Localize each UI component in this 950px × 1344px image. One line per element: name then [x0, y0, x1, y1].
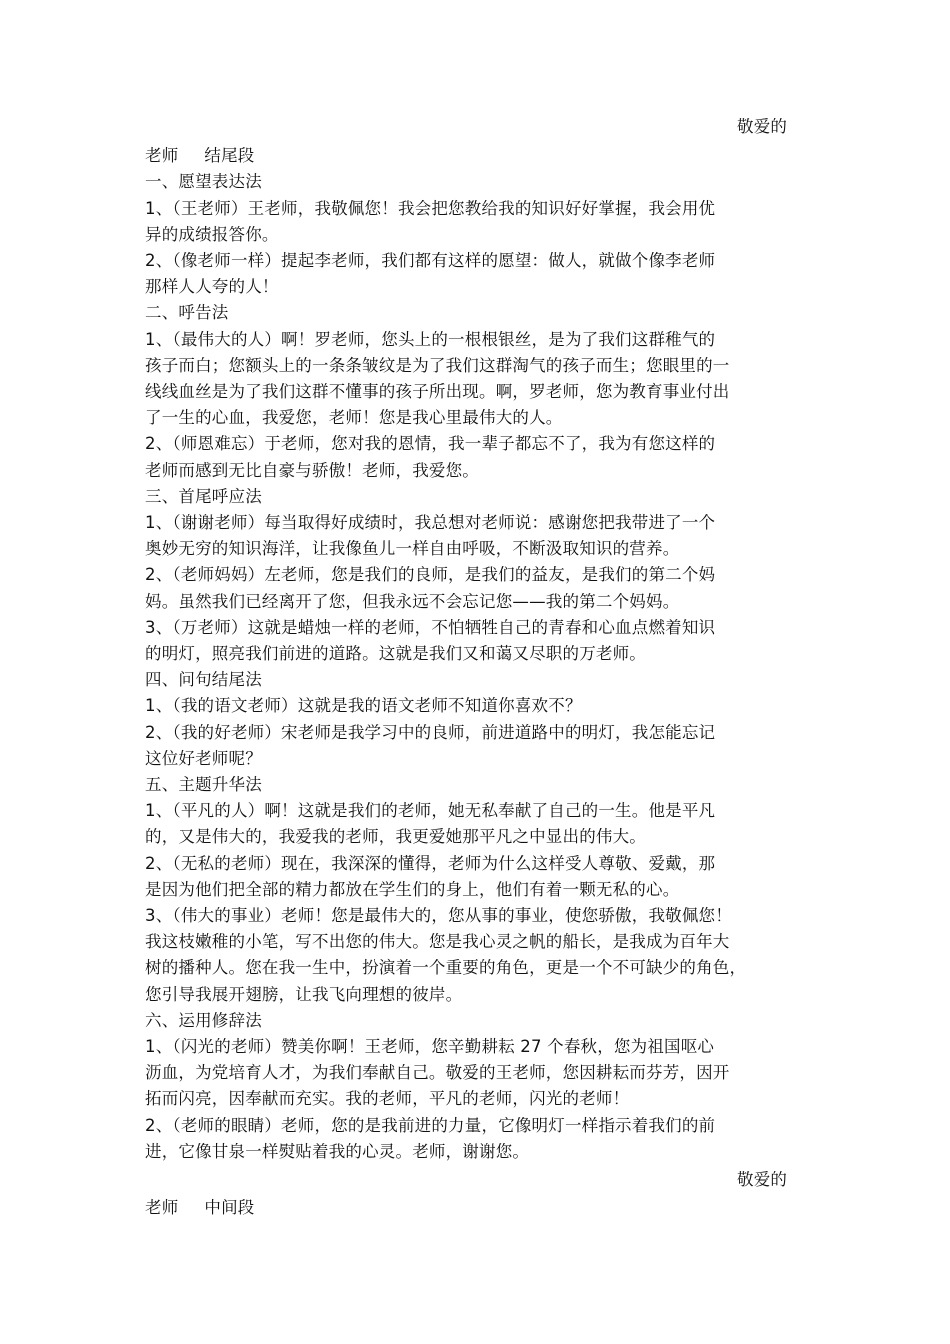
text-line: 那样人人夸的人！	[145, 277, 279, 296]
footer-left-text: 老师	[145, 1198, 179, 1217]
text-line: 1、（平凡的人）啊！这就是我们的老师，她无私奉献了自己的一生。他是平凡	[145, 801, 716, 820]
text-line: 2、（老师妈妈）左老师，您是我们的良师，是我们的益友，是我们的第二个妈	[145, 565, 716, 584]
text-line: 这位好老师呢？	[145, 749, 262, 768]
text-line: 1、（谢谢老师）每当取得好成绩时，我总想对老师说：感谢您把我带进了一个	[145, 513, 716, 532]
text-line: 老师而感到无比自豪与骄傲！老师，我爱您。	[145, 461, 479, 480]
header-left-text: 老师	[145, 146, 179, 165]
text-line: 是因为他们把全部的精力都放在学生们的身上，他们有着一颗无私的心。	[145, 880, 680, 899]
footer-line	[145, 1198, 255, 1218]
header-line	[145, 146, 255, 166]
text-line: 2、（老师的眼睛）老师，您的是我前进的力量，它像明灯一样指示着我们的前	[145, 1116, 716, 1135]
text-line: 沥血，为党培育人才，为我们奉献自己。敬爱的王老师，您因耕耘而芬芳，因开	[145, 1063, 730, 1082]
text-line: 2、（我的好老师）宋老师是我学习中的良师，前进道路中的明灯，我怎能忘记	[145, 723, 716, 742]
text-line: 线线血丝是为了我们这群不懂事的孩子所出现。啊，罗老师，您为教育事业付出	[145, 382, 730, 401]
text-line: 六、运用修辞法	[145, 1011, 262, 1030]
text-line: 我这枝嫩稚的小笔，写不出您的伟大。您是我心灵之帆的船长，是我成为百年大	[145, 932, 730, 951]
text-line: 1、（王老师）王老师，我敬佩您！我会把您教给我的知识好好掌握，我会用优	[145, 199, 716, 218]
text-line: 孩子而白；您额头上的一条条皱纹是为了我们这群淘气的孩子而生；您眼里的一	[145, 356, 730, 375]
text-line: 您引导我展开翅膀，让我飞向理想的彼岸。	[145, 985, 463, 1004]
footer-section-title: 中间段	[204, 1198, 255, 1217]
text-line: 异的成绩报答你。	[145, 225, 279, 244]
text-line: 拓而闪亮，因奉献而充实。我的老师，平凡的老师，闪光的老师！	[145, 1089, 630, 1108]
text-line: 树的播种人。您在我一生中，扮演着一个重要的角色，更是一个不可缺少的角色，	[145, 958, 747, 977]
text-line: 三、首尾呼应法	[145, 487, 262, 506]
header-right-text: 敬爱的	[737, 117, 788, 136]
footer-right-text: 敬爱的	[737, 1170, 788, 1189]
text-line: 2、（师恩难忘）于老师，您对我的恩情，我一辈子都忘不了，我为有您这样的	[145, 434, 716, 453]
text-line: 五、主题升华法	[145, 775, 262, 794]
text-line: 1、（最伟大的人）啊！罗老师，您头上的一根根银丝，是为了我们这群稚气的	[145, 330, 716, 349]
section-title: 结尾段	[204, 146, 255, 165]
text-line: 奥妙无穷的知识海洋，让我像鱼儿一样自由呼吸，不断汲取知识的营养。	[145, 539, 680, 558]
text-line: 的，又是伟大的，我爱我的老师，我更爱她那平凡之中显出的伟大。	[145, 827, 646, 846]
text-line: 2、（无私的老师）现在，我深深的懂得，老师为什么这样受人尊敬、爱戴，那	[145, 854, 716, 873]
text-line: 3、（伟大的事业）老师！您是最伟大的，您从事的事业，使您骄傲，我敬佩您！	[145, 906, 732, 925]
text-line: 进，它像甘泉一样熨贴着我的心灵。老师，谢谢您。	[145, 1142, 530, 1161]
text-line: 四、问句结尾法	[145, 670, 262, 689]
text-line: 妈。虽然我们已经离开了您，但我永远不会忘记您——我的第二个妈妈。	[145, 592, 680, 611]
text-line: 一、愿望表达法	[145, 172, 262, 191]
text-line: 1、（我的语文老师）这就是我的语文老师不知道你喜欢不？	[145, 696, 582, 715]
text-line: 了一生的心血，我爱您，老师！您是我心里最伟大的人。	[145, 408, 563, 427]
text-line: 1、（闪光的老师）赞美你啊！王老师，您辛勤耕耘 27 个春秋，您为祖国呕心	[145, 1037, 715, 1056]
text-line: 3、（万老师）这就是蜡烛一样的老师，不怕牺牲自己的青春和心血点燃着知识	[145, 618, 716, 637]
text-line: 的明灯，照亮我们前进的道路。这就是我们又和蔼又尽职的万老师。	[145, 644, 646, 663]
text-line: 2、（像老师一样）提起李老师，我们都有这样的愿望：做人，就做个像李老师	[145, 251, 716, 270]
text-line: 二、呼告法	[145, 303, 229, 322]
